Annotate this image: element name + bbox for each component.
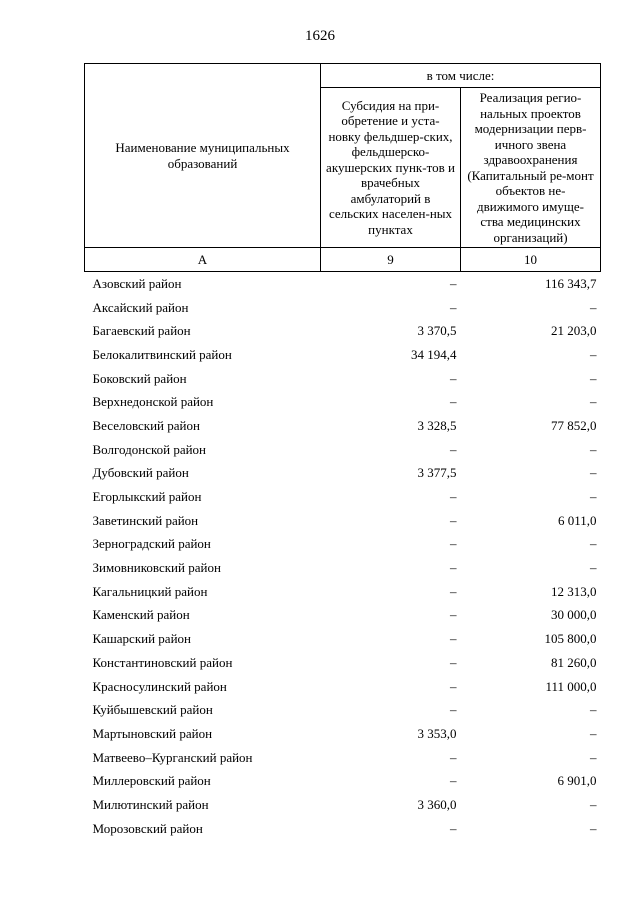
page-number: 1626 (305, 28, 335, 44)
table-row (85, 793, 601, 817)
value-col10: – (590, 441, 597, 457)
municipality-name: Азовский район (92, 275, 182, 291)
value-col9: – (450, 536, 457, 552)
value-col10: 6 901,0 (557, 773, 597, 789)
column-letter-a: А (85, 248, 321, 272)
value-col10: – (590, 536, 597, 552)
header-col10 (461, 88, 601, 248)
column-number-9: 9 (321, 248, 461, 272)
value-col9: 3 370,5 (417, 323, 457, 339)
table-body (85, 272, 601, 841)
municipality-name: Волгодонской район (92, 441, 207, 457)
value-col10: 12 313,0 (551, 583, 597, 599)
value-col9: – (450, 299, 457, 315)
table-row (85, 698, 601, 722)
table-row (85, 533, 601, 557)
header-col9 (321, 88, 461, 248)
column-number-10: 10 (461, 248, 601, 272)
table-row (85, 296, 601, 320)
municipality-name: Морозовский район (92, 820, 203, 836)
value-col10: 105 800,0 (544, 631, 597, 647)
table-row (85, 319, 601, 343)
value-col10: – (590, 560, 597, 576)
municipality-name: Кашарский район (92, 631, 191, 647)
value-col9: – (450, 441, 457, 457)
value-col10: – (590, 465, 597, 481)
municipality-name: Зерноградский район (92, 536, 211, 552)
header-col9-label: Субсидия на при-обретение и уста-новку фельдшер-ских, фельдшерско-акушерских пунк-тов и врачебных амбулаторий в сельских населен-ных пунктах (326, 97, 455, 237)
table-row (85, 414, 601, 438)
table-row (85, 769, 601, 793)
table-row (85, 485, 601, 509)
value-col10: – (590, 346, 597, 362)
value-col10: 116 343,7 (544, 275, 597, 291)
table-row (85, 272, 601, 296)
value-col9: – (450, 820, 457, 836)
municipality-name: Егорлыкский район (92, 489, 202, 505)
value-col10: – (590, 725, 597, 741)
municipality-name: Миллеровский район (92, 773, 211, 789)
value-col10: – (590, 370, 597, 386)
table-row (85, 722, 601, 746)
value-col9: 3 360,0 (417, 796, 457, 812)
municipality-name: Заветинский район (92, 512, 199, 528)
table-row (85, 627, 601, 651)
municipality-name: Зимовниковский район (92, 560, 221, 576)
value-col9: – (450, 654, 457, 670)
municipality-name: Белокалитвинский район (92, 346, 232, 362)
value-col9: – (450, 394, 457, 410)
table-row (85, 675, 601, 699)
table-row (85, 343, 601, 367)
value-col9: – (450, 275, 457, 291)
value-col10: 30 000,0 (551, 607, 597, 623)
header-col10-label: Реализация регио-нальных проектов модернизации перв-ичного звена здравоохранения (Капитальный ре-монт объектов не-движимого имуще-ства медицинских организаций) (467, 90, 594, 245)
value-col9: – (450, 370, 457, 386)
municipality-name: Кагальницкий район (92, 583, 208, 599)
municipality-name: Веселовский район (92, 417, 200, 433)
value-col10: 111 000,0 (545, 678, 597, 694)
value-col10: 77 852,0 (551, 417, 597, 433)
value-col9: 3 377,5 (417, 465, 457, 481)
value-col9: – (450, 560, 457, 576)
municipality-name: Каменский район (92, 607, 190, 623)
value-col10: – (590, 394, 597, 410)
table-row (85, 580, 601, 604)
table-row (85, 604, 601, 628)
table-row (85, 367, 601, 391)
table-row (85, 438, 601, 462)
value-col9: – (450, 678, 457, 694)
value-col10: – (590, 299, 597, 315)
header-municipality-label: Наименование муниципальных образований (115, 140, 290, 171)
value-col10: 6 011,0 (557, 512, 597, 528)
table-row (85, 462, 601, 486)
table-row (85, 509, 601, 533)
value-col9: – (450, 631, 457, 647)
municipality-name: Верхнедонской район (92, 394, 214, 410)
header-group: в том числе: (321, 64, 601, 88)
value-col10: – (590, 796, 597, 812)
municipality-name: Багаевский район (92, 323, 191, 339)
value-col9: 3 353,0 (417, 725, 457, 741)
table-row (85, 651, 601, 675)
value-col9: – (450, 489, 457, 505)
municipality-name: Матвеево–Курганский район (92, 749, 253, 765)
municipality-name: Аксайский район (92, 299, 189, 315)
header-municipality (85, 64, 321, 248)
value-col10: 21 203,0 (551, 323, 597, 339)
value-col10: – (590, 489, 597, 505)
value-col10: – (590, 820, 597, 836)
table-row (85, 390, 601, 414)
value-col9: – (450, 512, 457, 528)
value-col9: – (450, 607, 457, 623)
value-col9: – (450, 773, 457, 789)
value-col10: – (590, 702, 597, 718)
value-col9: – (450, 749, 457, 765)
value-col10: – (590, 749, 597, 765)
value-col9: – (450, 702, 457, 718)
municipality-name: Боковский район (92, 370, 187, 386)
table-row (85, 746, 601, 770)
value-col10: 81 260,0 (551, 654, 597, 670)
municipality-name: Мартыновский район (92, 725, 213, 741)
municipality-name: Дубовский район (92, 465, 189, 481)
municipality-name: Красносулинский район (92, 678, 227, 694)
budget-table (84, 63, 601, 841)
value-col9: 34 194,4 (411, 346, 457, 362)
municipality-name: Милютинский район (92, 796, 209, 812)
value-col9: 3 328,5 (417, 417, 457, 433)
table-row (85, 817, 601, 841)
value-col9: – (450, 583, 457, 599)
municipality-name: Куйбышевский район (92, 702, 213, 718)
municipality-name: Константиновский район (92, 654, 233, 670)
table-row (85, 556, 601, 580)
